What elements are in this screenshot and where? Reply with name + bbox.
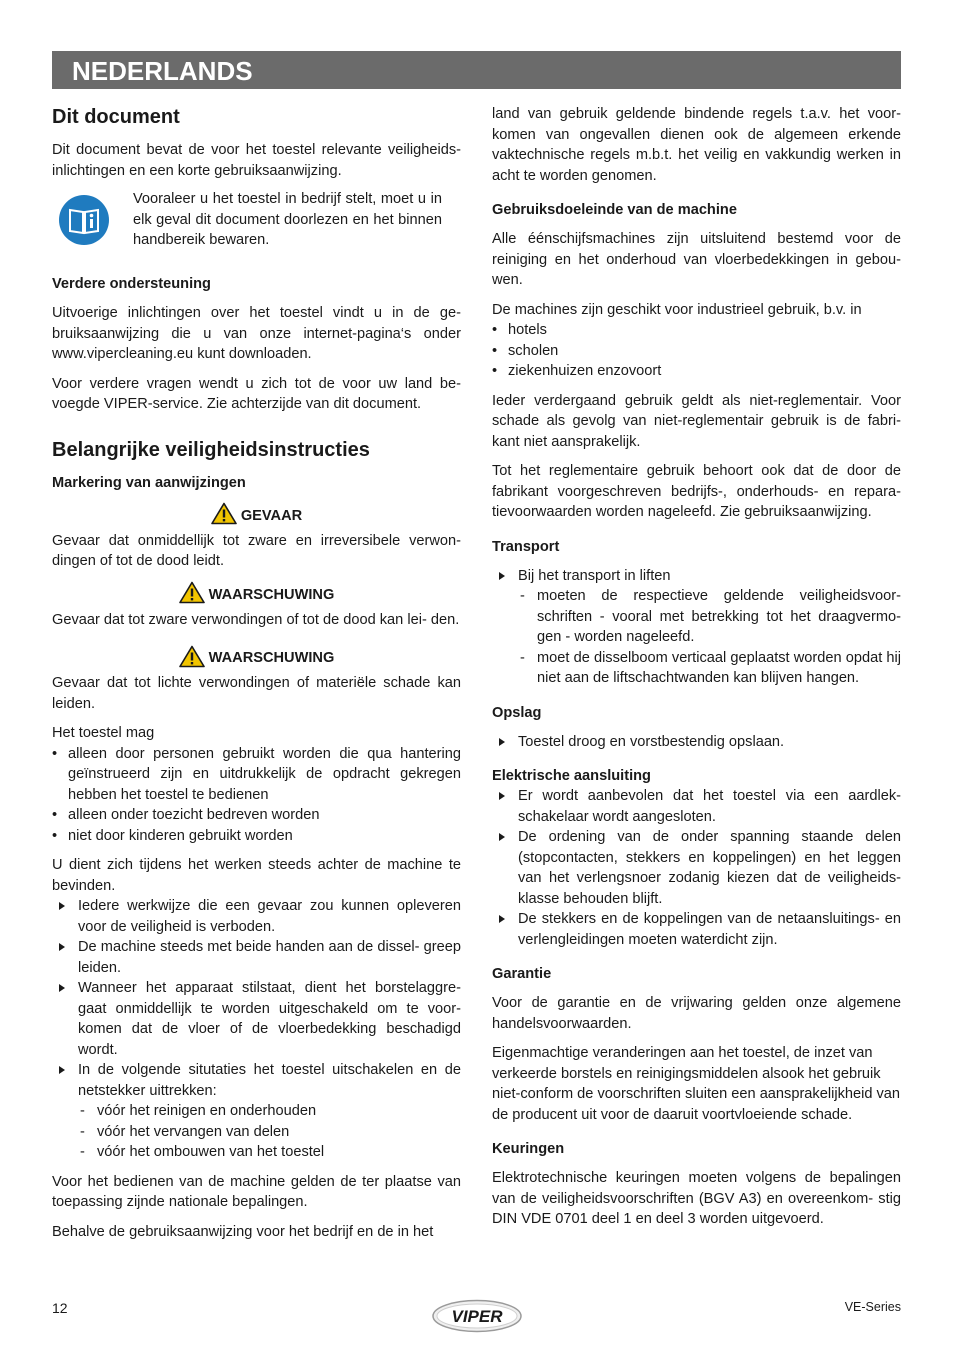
warning-waarschuwing-2 <box>52 644 461 672</box>
list-item: • niet door kinderen gebruikt worden <box>52 826 461 847</box>
left-column <box>52 104 461 1251</box>
gebruik-list <box>492 320 901 382</box>
transport-sub-list <box>518 586 901 689</box>
info-box <box>52 190 461 260</box>
gebruik-p3: Ieder verdergaand gebruik geldt als niet-reglementair. Voor schade als gevolg van niet-reglementair gebruik is de fabri- kant niet aansprakelijk. <box>492 392 901 450</box>
list-item: • alleen door personen gebruikt worden die qua hantering geïnstrueerd zijn en uitdrukkelijk de opdracht gekregen hebben het toestel te bedienen <box>52 744 461 806</box>
list-item: • hotels <box>492 320 901 341</box>
safety-arrow-list <box>52 896 461 1101</box>
arrow-bullet-icon <box>499 833 505 841</box>
warning-text-gevaar: Gevaar dat onmiddellijk tot zware en irreversibele verwon- dingen of tot de dood leidt. <box>52 532 461 569</box>
heading-transport: Transport <box>492 538 560 555</box>
warning-gevaar <box>52 502 461 530</box>
heading-dit-document: Dit document <box>52 106 180 128</box>
section-verdere <box>52 274 461 415</box>
heading-elektrisch: Elektrische aansluiting <box>492 768 651 784</box>
mag-list <box>52 744 461 847</box>
list-item <box>492 566 901 689</box>
page-number: 12 <box>52 1300 68 1316</box>
nationale-text: Voor het bedienen van de machine gelden de ter plaatse van toepassing zijnde nationale bepalingen. <box>52 1173 461 1210</box>
list-item-text: Wanneer het apparaat stilstaat, dient het borstelaggre- gaat onmiddellijk te worden uitgeschakeld om te voor- komen dat de vloer of de vloerbedekking beschadigd wordt. <box>78 980 461 1058</box>
warning-label-gevaar: GEVAAR <box>240 507 303 524</box>
continued-text: land van gebruik geldende bindende regels t.a.v. het voor- komen van ongevallen dienen ook de algemeen erkende vaktechnische regels m.b.t. het veilig en vakkundig werken in acht te worden genomen. <box>492 106 901 184</box>
list-item: • scholen <box>492 341 901 362</box>
list-item-text: Bij het transport in liften <box>518 567 671 584</box>
arrow-bullet-icon <box>59 943 65 951</box>
arrow-bullet-icon <box>499 572 505 580</box>
list-item: • alleen onder toezicht bedreven worden <box>52 805 461 826</box>
heading-gebruik: Gebruiksdoeleinde van de machine <box>492 202 737 218</box>
keuringen-p1: Elektrotechnische keuringen moeten volgens de bepalingen van de veiligheidsvoorschriften (BGV A3) en overeenkom- stig DIN VDE 0701 deel 1 en deel 3 worden uitgevoerd. <box>492 1170 901 1227</box>
verdere-p2: Voor verdere vragen wendt u zich tot de voor uw land be- voegde VIPER-service. Zie achterzijde van dit document. <box>52 375 461 412</box>
list-item: - vóór het ombouwen van het toestel <box>52 1142 461 1163</box>
garantie-p2: Eigenmachtige veranderingen aan het toestel, de inzet van verkeerde borstels en reinigingsmiddelen alsook het gebruik niet-conform de voorschriften sluiten een aansprakelijkheid van de producent uit voor de daaruit voortvloeiende schade. <box>492 1045 901 1123</box>
behalve-text: Behalve de gebruiksaanwijzing voor het bedrijf en de in het <box>52 1223 434 1240</box>
list-item-text: Toestel droog en vorstbestendig opslaan. <box>518 733 785 750</box>
list-item: • ziekenhuizen enzovoort <box>492 361 901 382</box>
verdere-p1: Uitvoerige inlichtingen over het toestel vindt u in de ge- bruiksaanwijzing die u van onze internet-pagina‘s onder www.vipercleaning.eu kunt downloaden. <box>52 305 461 362</box>
heading-verdere: Verdere ondersteuning <box>52 276 211 292</box>
section-garantie <box>492 964 901 1125</box>
arrow-bullet-icon <box>59 1066 65 1074</box>
right-column <box>492 104 901 1239</box>
heading-keuringen: Keuringen <box>492 1141 565 1157</box>
section-dit-document <box>52 104 461 260</box>
section-belangrijke <box>52 437 461 1243</box>
section-transport <box>492 537 901 689</box>
warning-triangle-icon <box>179 645 205 668</box>
section-elektrisch <box>492 766 901 950</box>
arrow-bullet-icon <box>499 792 505 800</box>
list-item <box>492 786 901 827</box>
warning-text-waarschuwing-1: Gevaar dat tot zware verwondingen of tot de dood kan lei- den. <box>52 611 460 628</box>
gebruik-p2: De machines zijn geschikt voor industrieel gebruik, b.v. in <box>492 301 862 318</box>
warning-triangle-icon <box>211 502 237 525</box>
gebruik-p1: Alle éénschijfsmachines zijn uitsluitend bestemd voor de reiniging en het onderhoud van vloerbedekkingen in gebou- wen. <box>492 231 901 288</box>
list-item <box>492 909 901 950</box>
list-item: - vóór het vervangen van delen <box>52 1122 461 1143</box>
heading-belangrijke: Belangrijke veiligheidsinstructies <box>52 438 370 461</box>
section-gebruik <box>492 200 901 523</box>
list-item <box>52 937 461 978</box>
dit-document-intro: Dit document bevat de voor het toestel relevante veiligheids- inlichtingen en een korte gebruiksaanwijzing. <box>52 142 461 179</box>
list-item-text: Iedere werkwijze die een gevaar zou kunnen opleveren voor de veiligheid is verboden. <box>78 898 461 935</box>
list-item: - vóór het reinigen en onderhouden <box>52 1101 461 1122</box>
gebruik-p4: Tot het reglementaire gebruik behoort ook dat de door de fabrikant voorgeschreven bedrijfs-, onderhouds- en repara- tievoorwaarden worden nageleefd. Zie gebruiksaanwijzing. <box>492 463 901 520</box>
language-title: NEDERLANDS <box>72 56 253 86</box>
warning-label-waarschuwing-2: WAARSCHUWING <box>208 650 335 666</box>
arrow-bullet-icon <box>499 915 505 923</box>
list-item-text: Er wordt aanbevolen dat het toestel via een aardlek- schakelaar wordt aangesloten. <box>518 788 901 825</box>
series-label: VE-Series <box>844 1300 901 1314</box>
warning-text-waarschuwing-2: Gevaar dat tot lichte verwondingen of materiële schade kan leiden. <box>52 675 461 712</box>
arrow-bullet-icon <box>499 738 505 746</box>
warning-label-waarschuwing-1: WAARSCHUWING <box>208 586 335 603</box>
list-item: - moeten de respectieve geldende veiligheidsvoor- schriften - vooral met betrekking tot het draagvermo- gen - worden nageleefd. <box>518 586 901 648</box>
list-item <box>492 827 901 909</box>
mag-intro: Het toestel mag <box>52 725 155 741</box>
section-opslag <box>492 703 901 753</box>
opslag-list <box>492 732 901 753</box>
manual-info-icon <box>58 194 110 246</box>
heading-markering: Markering van aanwijzingen <box>52 474 246 491</box>
list-item-text: De stekkers en de koppelingen van de netaansluitings- en verlengleidingen moeten waterdicht zijn. <box>518 911 901 948</box>
warning-triangle-icon <box>179 581 205 604</box>
list-item-text: In de volgende situtaties het toestel uitschakelen en de netstekker uittrekken: <box>78 1062 461 1099</box>
arrow-bullet-icon <box>59 902 65 910</box>
list-item <box>52 896 461 937</box>
list-item <box>52 1060 461 1101</box>
section-keuringen <box>492 1139 901 1230</box>
info-text: Vooraleer u het toestel in bedrijf stelt, moet u in elk geval dit document doorlezen en het binnen handbereik bewaren. <box>133 191 442 248</box>
garantie-p1: Voor de garantie en de vrijwaring gelden onze algemene handelsvoorwaarden. <box>492 995 901 1032</box>
list-item <box>52 978 461 1060</box>
achter-intro: U dient zich tijdens het werken steeds achter de machine te bevinden. <box>52 857 461 894</box>
arrow-bullet-icon <box>59 984 65 992</box>
language-banner <box>52 51 901 89</box>
situations-dash-list <box>52 1101 461 1163</box>
transport-list <box>492 566 901 689</box>
heading-garantie: Garantie <box>492 966 552 982</box>
elektrisch-list <box>492 786 901 950</box>
list-item <box>492 732 901 753</box>
viper-logo <box>432 1299 522 1333</box>
list-item-text: De ordening van de onder spanning staande delen (stopcontacten, stekkers en koppelingen) en het leggen van het verlengsnoer zodanig kiezen dat de veiligheids- klasse behouden blijft. <box>518 829 901 907</box>
heading-opslag: Opslag <box>492 704 542 721</box>
list-item: - moet de disselboom verticaal geplaatst worden opdat hij niet aan de liftschachtwanden kan blijven hangen. <box>518 648 901 689</box>
list-item-text: De machine steeds met beide handen aan de dissel- greep leiden. <box>78 939 461 976</box>
logo-text: VIPER <box>451 1307 503 1326</box>
warning-waarschuwing-1 <box>52 581 461 609</box>
